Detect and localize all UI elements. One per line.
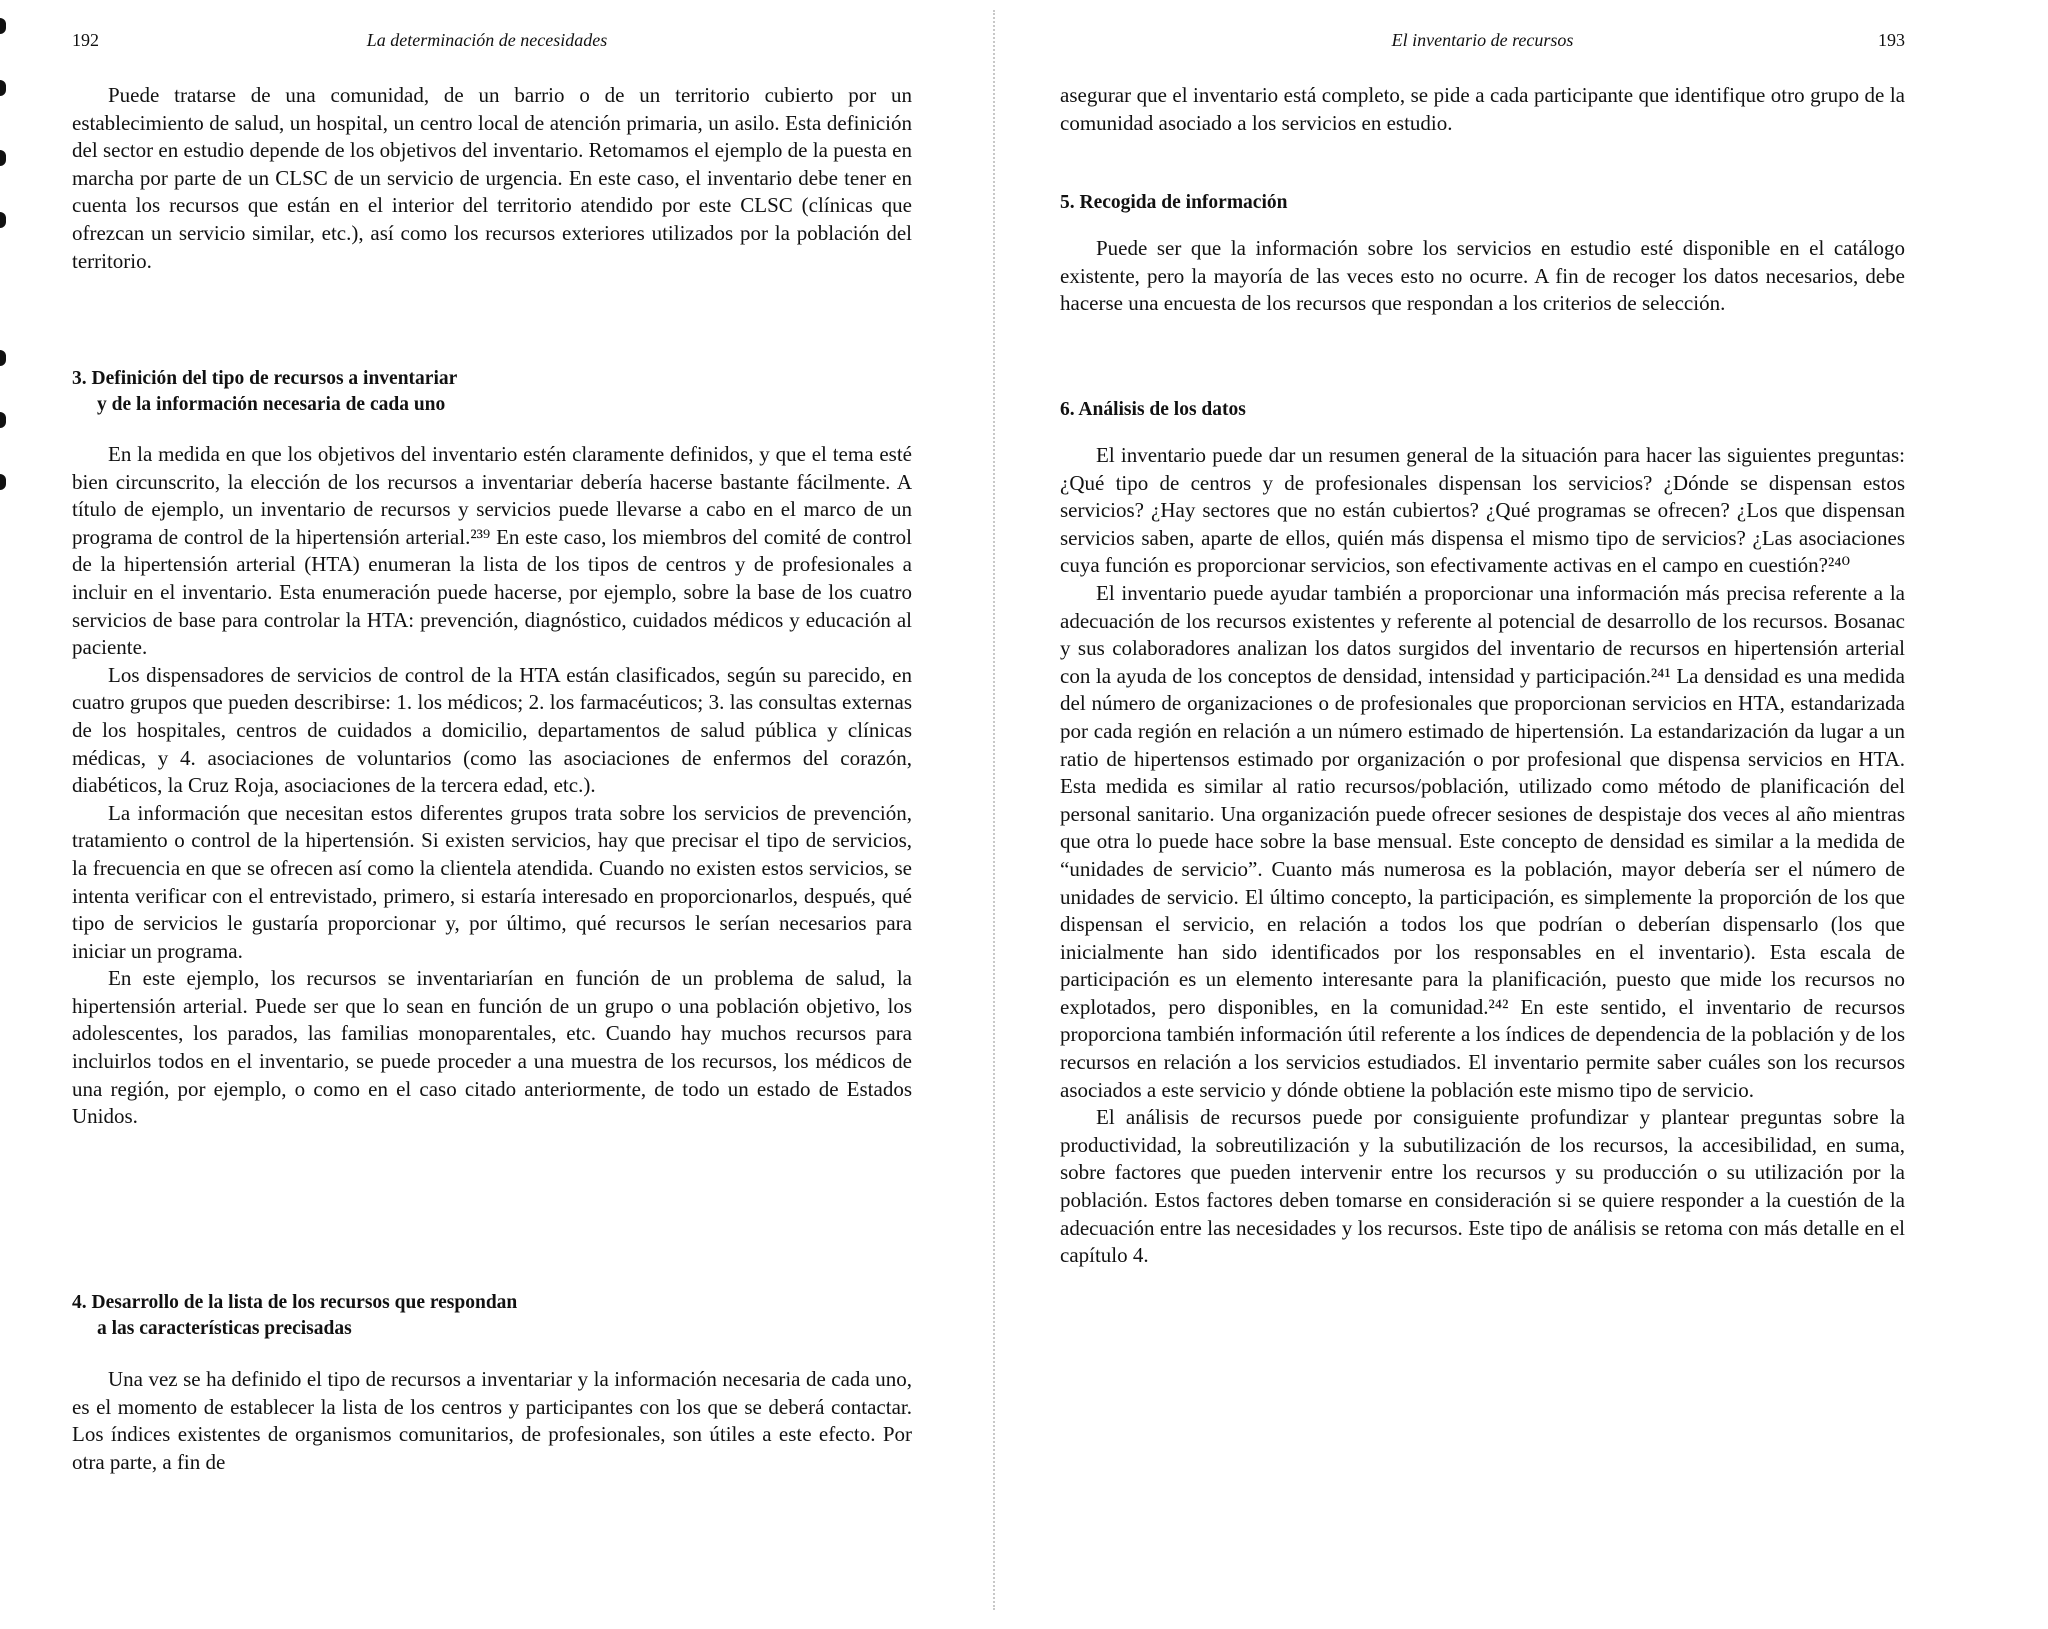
paragraph: El análisis de recursos puede por consiguiente profundizar y plantear preguntas sobre la productividad, la sobreutilización y la subutilización de los recursos, la accesibilidad, en suma, sobre factores que pueden intervenir entre los recursos y su producción o su utilización por la población. Estos factores deben tomarse en consideración si se quiere responder a la cuestión de la adecuación entre las necesidades y los recursos. Este tipo de análisis se retoma con más detalle en el capítulo 4. [1060,1105,1905,1268]
paragraph: Una vez se ha definido el tipo de recursos a inventariar y la información necesaria de cada uno, es el momento de establecer la lista de los centros y participantes con los que se deberá contactar. Los índices existentes de organismos comunitarios, de profesionales, son útiles a este efecto. Por otra parte, a fin de [72,1367,912,1474]
paragraph: La información que necesitan estos diferentes grupos trata sobre los servicios de prevención, tratamiento o control de la hipertensión. Si existen servicios, hay que precisar el tipo de servicios, la frecuencia en que se ofrecen así como la clientela atendida. Cuando no existen estos servicios, se intenta verificar con el entrevistado, primero, si estaría interesado en proporcionarlos, después, qué tipo de servicios le gustaría proporcionar y, por último, qué recursos le serían necesarios para iniciar un programa. [72,800,912,963]
heading-line: 4. Desarrollo de la lista de los recursos que respondan [72,1292,518,1313]
page-number: 192 [72,30,99,50]
heading-line: a las características precisadas [97,1318,352,1339]
paragraph: Puede tratarse de una comunidad, de un barrio o de un territorio cubierto por un establecimiento de salud, un hospital, un centro local de atención primaria, un asilo. Esta definición del sector en estudio depende de los objetivos del inventario. Retomamos el ejemplo de la puesta en marcha por parte de un CLSC de un servicio de urgencia. En este caso, el inventario debe tener en cuenta los recursos que están en el interior del territorio atendido por este CLSC (clínicas que ofrezcan un servicio similar, etc.), así como los recursos exteriores utilizados por la población del territorio. [72,83,912,273]
paragraph: El inventario puede dar un resumen general de la situación para hacer las siguientes preguntas: ¿Qué tipo de centros y de profesionales dispensan los servicios? ¿Dónde se dispensan estos servicios? ¿Hay sectores que no están cubiertos? ¿Qué programas se ofrecen? ¿Los que dispensan servicios saben, aparte de ellos, quién más dispensa el mismo tipo de servicios? ¿Las asociaciones cuya función es proporcionar servicios, son efectivamente activas en el campo en cuestión?²⁴⁰ [1060,443,1905,578]
page-gutter [993,10,995,1610]
section-heading [72,366,912,418]
paragraph: En la medida en que los objetivos del inventario estén claramente definidos, y que el tema esté bien circunscrito, la elección de los recursos a inventariar debería hacerse bastante fácilmente. A título de ejemplo, un inventario de recursos y servicios puede llevarse a cabo en el marco de un programa de control de la hipertensión arterial.²³⁹ En este caso, los miembros del comité de control de la hipertensión arterial (HTA) enumeran la lista de los tipos de centros y de profesionales a incluir en el inventario. Esta enumeración puede hacerse, por ejemplo, sobre la base de los cuatro servicios de base para controlar la HTA: prevención, diagnóstico, cuidados médicos y educación al paciente. [72,442,912,660]
section-heading: 6. Análisis de los datos [1060,399,1246,420]
section-heading: 5. Recogida de información [1060,192,1288,213]
paragraph: Los dispensadores de servicios de control de la HTA están clasificados, según su parecido, en cuatro grupos que pueden describirse: 1. los médicos; 2. los farmacéuticos; 3. las consultas externas de los hospitales, centros de cuidados a domicilio, departamentos de salud pública y clínicas médicas, y 4. asociaciones de voluntarios (como las asociaciones de enfermos del corazón, diabéticos, la Cruz Roja, asociaciones de la tercera edad, etc.). [72,662,912,798]
page-number: 193 [1878,30,1905,50]
left-page [62,0,912,1629]
running-title: La determinación de necesidades [366,30,608,50]
section-6-body [1060,442,1905,1270]
section-heading [72,1290,912,1342]
right-page [1060,0,1905,1629]
section-3-body [72,441,912,1131]
heading-line: 3. Definición del tipo de recursos a inventariar [72,368,458,389]
paragraph: asegurar que el inventario está completo, se pide a cada participante que identifique otro grupo de la comunidad asociado a los servicios en estudio. [1060,83,1905,135]
right-page-header [1060,30,1905,60]
section-5-body [1060,235,1905,318]
left-page-header [62,30,912,60]
binding-edge [0,0,10,1629]
intro-block [1060,82,1905,137]
section-4-body [72,1366,912,1476]
heading-line: y de la información necesaria de cada uno [97,394,446,415]
paragraph: El inventario puede ayudar también a proporcionar una información más precisa referente a la adecuación de los recursos existentes y referente al potencial de desarrollo de los recursos. Bosanac y sus colaboradores analizan los datos surgidos del inventario de recursos en hipertensión arterial con la ayuda de los conceptos de densidad, intensidad y participación.²⁴¹ La densidad es una medida del número de organizaciones o de profesionales que proporcionan servicios en HTA, estandarizada por cada región en relación a un número estimado de hipertensión. La estandarización da lugar a un ratio de hipertensos estimado por organización o por profesional que dispensa servicios en HTA. Esta medida es similar al ratio recursos/población, utilizado como método de planificación del personal sanitario. Una organización puede ofrecer sesiones de despistaje dos veces al año mientras que otra lo puede hace sobre la base mensual. Este concepto de densidad es similar a la medida de “unidades de servicio”. Cuanto más numerosa es la población, mayor debería ser el número de unidades de servicio. El último concepto, la participación, es simplemente la proporción de los que dispensan el servicio, en relación a todos los que podrían o deberían dispensarlo (los que inicialmente han sido identificados por los responsables en el inventario). Esta escala de participación es un elemento interesante para la planificación, puesto que mide los recursos no explotados, pero disponibles, en la comunidad.²⁴² En este sentido, el inventario de recursos proporciona también información útil referente a los índices de dependencia de la población y de los recursos en relación a los servicios estudiados. El inventario permite saber cuáles son los recursos asociados a este servicio y dónde obtiene la población este mismo tipo de servicio. [1060,580,1905,1102]
running-title: El inventario de recursos [1391,30,1574,50]
paragraph: Puede ser que la información sobre los servicios en estudio esté disponible en el catálogo existente, pero la mayoría de las veces esto no ocurre. A fin de recoger los datos necesarios, debe hacerse una encuesta de los recursos que respondan a los criterios de selección. [1060,236,1905,316]
paragraph: En este ejemplo, los recursos se inventariarían en función de un problema de salud, la hipertensión arterial. Puede ser que lo sean en función de un grupo o una población objetivo, los adolescentes, los parados, las familias monoparentales, etc. Cuando hay muchos recursos para incluirlos todos en el inventario, se puede proceder a una muestra de los recursos, los médicos de una región, por ejemplo, o como en el caso citado anteriormente, de todo un estado de Estados Unidos. [72,966,912,1129]
intro-block [72,82,912,275]
